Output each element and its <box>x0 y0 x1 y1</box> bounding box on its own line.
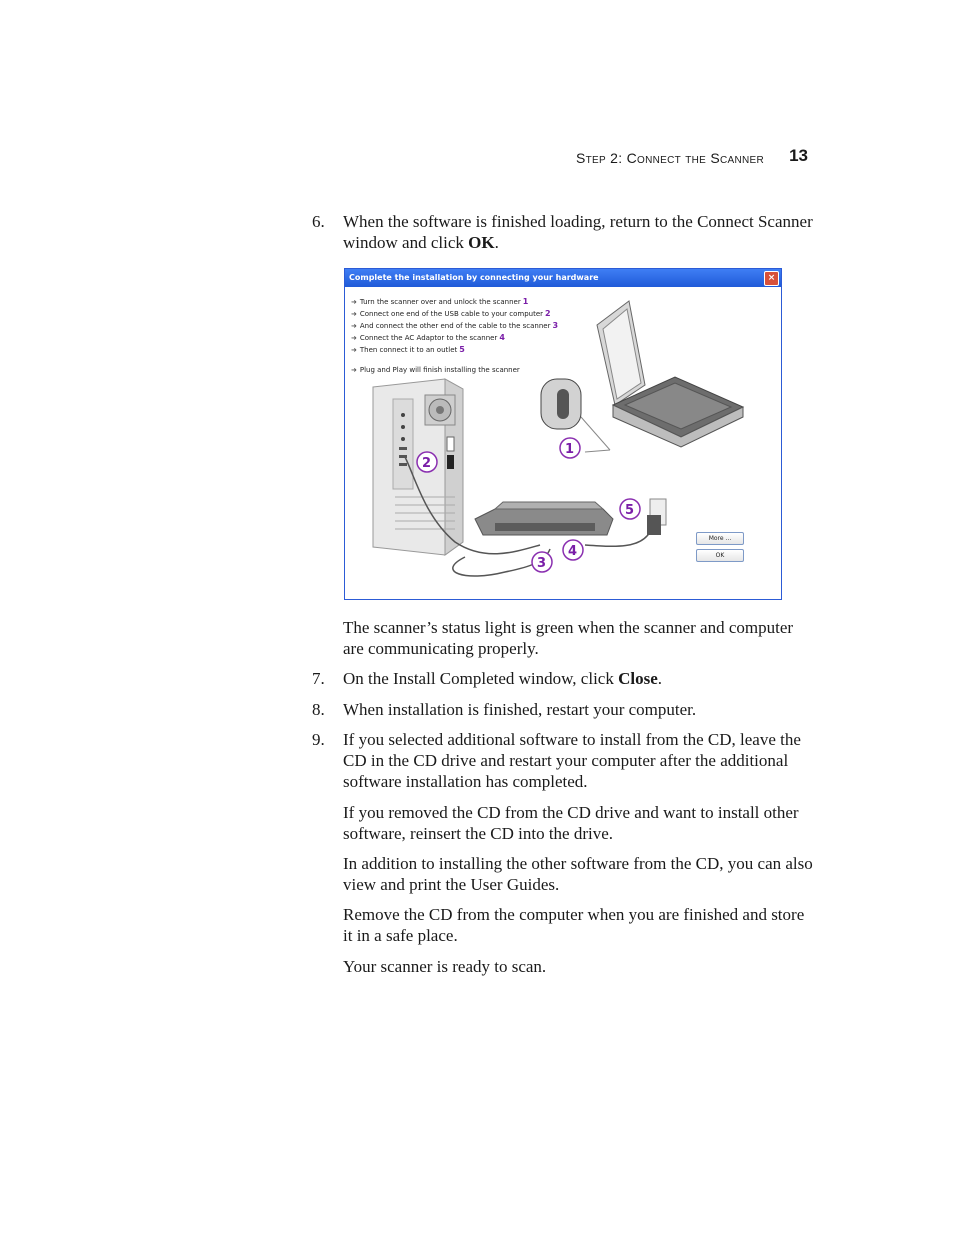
svg-text:5: 5 <box>625 503 635 518</box>
callout-4 <box>563 540 583 560</box>
svg-text:2: 2 <box>422 456 432 471</box>
close-emphasis: Close <box>618 669 658 688</box>
step-text: On the Install Completed window, click Close. <box>343 669 663 688</box>
step-number: 8. <box>312 700 325 719</box>
connect-scanner-dialog <box>344 268 782 600</box>
store-cd-note: Remove the CD from the computer when you are finished and store it in a safe place. <box>343 905 805 945</box>
dialog-title: Complete the installation by connecting your hardware <box>349 273 599 282</box>
more-button[interactable]: More ... <box>696 532 744 545</box>
ok-button[interactable]: OK <box>696 549 744 562</box>
step-text: When installation is finished, restart your computer. <box>343 700 697 719</box>
svg-text:1: 1 <box>565 442 575 457</box>
step-number: 9. <box>312 730 325 749</box>
svg-text:3: 3 <box>537 556 547 571</box>
instruction-item: ➜ Connect the AC Adaptor to the scanner 4 <box>351 333 505 342</box>
instruction-item: ➜ Connect one end of the USB cable to your computer 2 <box>351 309 551 318</box>
page-number: 13 <box>789 146 808 165</box>
arrow-icon: ➜ <box>351 366 357 374</box>
callout-1 <box>560 438 580 458</box>
step-text: If you selected additional software to install from the CD, leave the CD in the CD drive and restart your computer after the additional software installation has completed. <box>343 730 801 791</box>
instruction-item: ➜ Plug and Play will finish installing the scanner <box>351 366 520 374</box>
callout-2 <box>417 452 437 472</box>
instruction-item: ➜ And connect the other end of the cable to the scanner 3 <box>351 321 559 330</box>
step-text: When the software is finished loading, return to the Connect Scanner window and click OK. <box>343 212 813 252</box>
status-light-note: The scanner’s status light is green when the scanner and computer are communicating properly. <box>343 618 794 658</box>
step-number: 6. <box>312 212 325 231</box>
close-icon[interactable]: × <box>764 271 779 286</box>
instruction-item: ➜ Turn the scanner over and unlock the scanner 1 <box>351 297 529 306</box>
user-guides-note: In addition to installing the other software from the CD, you can also view and print the User Guides. <box>343 854 813 894</box>
arrow-icon: ➜ <box>351 334 357 342</box>
callout-5 <box>620 499 640 519</box>
instruction-item: ➜ Then connect it to an outlet 5 <box>351 345 465 354</box>
callout-3 <box>532 552 552 572</box>
scanner-open-lid-icon <box>597 301 743 447</box>
dialog-titlebar <box>345 269 781 287</box>
reinstall-note: If you removed the CD from the CD drive and want to install other software, reinsert the CD into the drive. <box>343 803 799 843</box>
svg-text:4: 4 <box>568 544 578 559</box>
running-header <box>540 146 812 170</box>
arrow-icon: ➜ <box>351 346 357 354</box>
arrow-icon: ➜ <box>351 322 357 330</box>
arrow-icon: ➜ <box>351 310 357 318</box>
step-number: 7. <box>312 669 325 688</box>
ok-emphasis: OK <box>468 233 495 252</box>
scanner-small-icon <box>475 502 613 535</box>
header-title: Step 2: Connect the Scanner <box>575 150 764 166</box>
ready-note: Your scanner is ready to scan. <box>343 957 547 976</box>
arrow-icon: ➜ <box>351 298 357 306</box>
power-outlet-icon <box>647 499 666 535</box>
